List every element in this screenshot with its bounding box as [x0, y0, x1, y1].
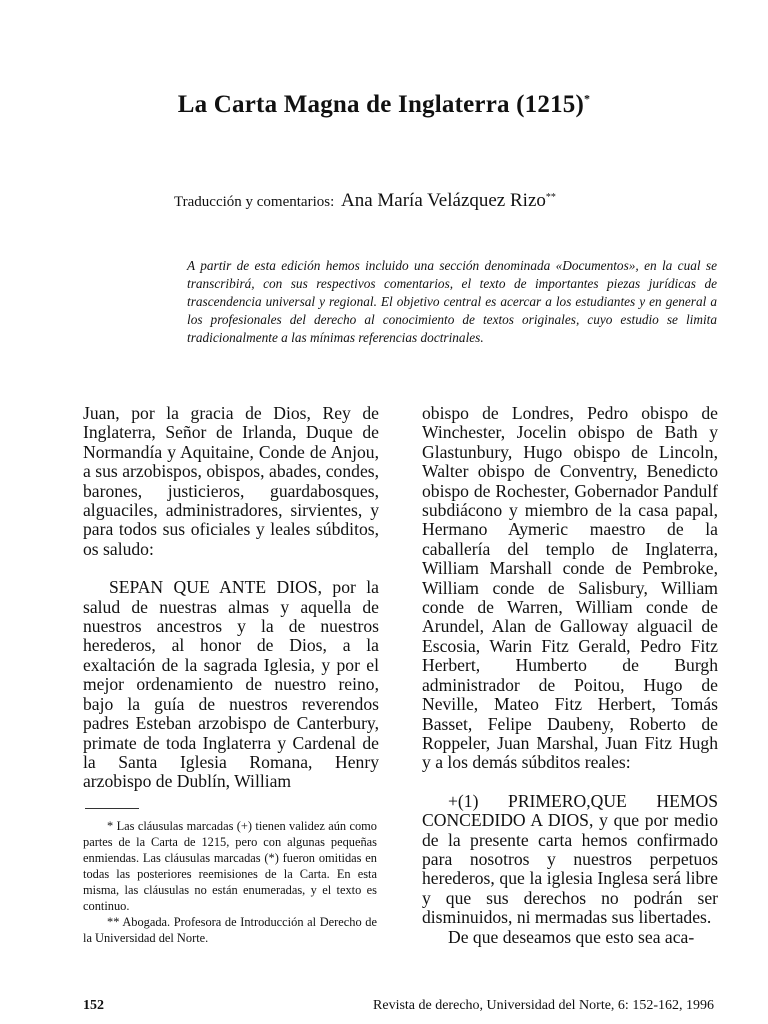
page-number: 152 [83, 998, 104, 1013]
byline [174, 190, 556, 212]
author-name: Ana María Velázquez Rizo [341, 190, 546, 211]
paragraph-clause-1: +(1) PRIMERO,QUE HEMOS CONCEDIDO A DIOS, y que por medio de la presente carta hemos confirmado para nosotros y nuestros perpetuos herederos, que la iglesia Inglesa será libre y que sus derechos no podrán ser disminuidos, ni mermadas sus libertades. [422, 790, 718, 928]
paragraph-witnesses: obispo de Londres, Pedro obispo de Winchester, Jocelin obispo de Bath y Glastunbury, Hugo obispo de Lincoln, Walter obispo de Conventry, Benedicto obispo de Rochester, Gobernador Pandulf subdiácono y miembro de la casa papal, Hermano Aymeric maestro de la caballería del templo de Inglaterra, William Marshall conde de Pembroke, William conde de Salisbury, William conde de Warren, William conde de Arundel, Alan de Galloway alguacil de Escosia, Warin Fitz Gerald, Pedro Fitz Herbert, Humberto de Burgh administrador de Poitou, Hugo de Neville, Mateo Fitz Herbert, Tomás Basset, Felipe Daubeny, Roberto de Roppeler, Juan Marshal, Juan Fitz Hugh y a los demás súbditos reales: [422, 403, 718, 773]
footnote-divider [85, 808, 139, 809]
abstract: A partir de esta edición hemos incluido una sección denominada «Documentos», en la cual se transcribirá, con sus respectivos comentarios, el texto de importantes piezas jurídicas de trascendencia universal y regional. El objetivo central es acercar a los estudiantes y en general a los profesionales del derecho al conocimiento de textos originales, cuyo estudio se limita tradicionalmente a las mínimas referencias doctrinales. [187, 258, 717, 345]
journal-citation: Revista de derecho, Universidad del Norte, 6: 152-162, 1996 [373, 998, 714, 1013]
paragraph-sepan: SEPAN QUE ANTE DIOS, por la salud de nuestras almas y aquella de nuestros ancestros y la de nuestros herederos, al honor de Dios, a la exaltación de la sagrada Iglesia, y por el mejor ordenamiento de nuestro reino, bajo la guía de nuestros reverendos padres Esteban arzobispo de Canterbury, primate de toda Inglaterra y Cardenal de la Santa Iglesia Romana, Henry arzobispo de Dublín, William [83, 577, 379, 792]
title-text: La Carta Magna de Inglaterra (1215) [177, 90, 585, 118]
translation-label: Traducción y comentarios: [174, 194, 335, 210]
right-column [422, 404, 718, 947]
paragraph-continuation: De que deseamos que esto sea aca- [448, 926, 695, 947]
author-footnote-mark: ** [545, 192, 556, 203]
title-footnote-mark: * [584, 91, 591, 106]
article-title [0, 91, 768, 119]
paragraph-salutation: Juan, por la gracia de Dios, Rey de Inglaterra, Señor de Irlanda, Duque de Normandía y Aquitaine, Conde de Anjou, a sus arzobispos, obispos, abades, condes, barones, justicieros, guardabosques, alguaciles, administradores, sirvientes, y para todos sus oficiales y leales súbditos, os saludo: [83, 403, 379, 559]
footnote-1: * Las cláusulas marcadas (+) tienen validez aún como partes de la Carta de 1215, pero con algunas pequeñas enmiendas. Las cláusulas marcadas (*) fueron omitidas en todas las posteriores reemisiones de la Carta. En esta misma, las cláusulas no están enumeradas, y el texto es continuo. [83, 819, 377, 913]
left-column [83, 404, 379, 792]
footnote-2: ** Abogada. Profesora de Introducción al Derecho de la Universidad del Norte. [83, 915, 377, 945]
footnotes [83, 818, 377, 946]
